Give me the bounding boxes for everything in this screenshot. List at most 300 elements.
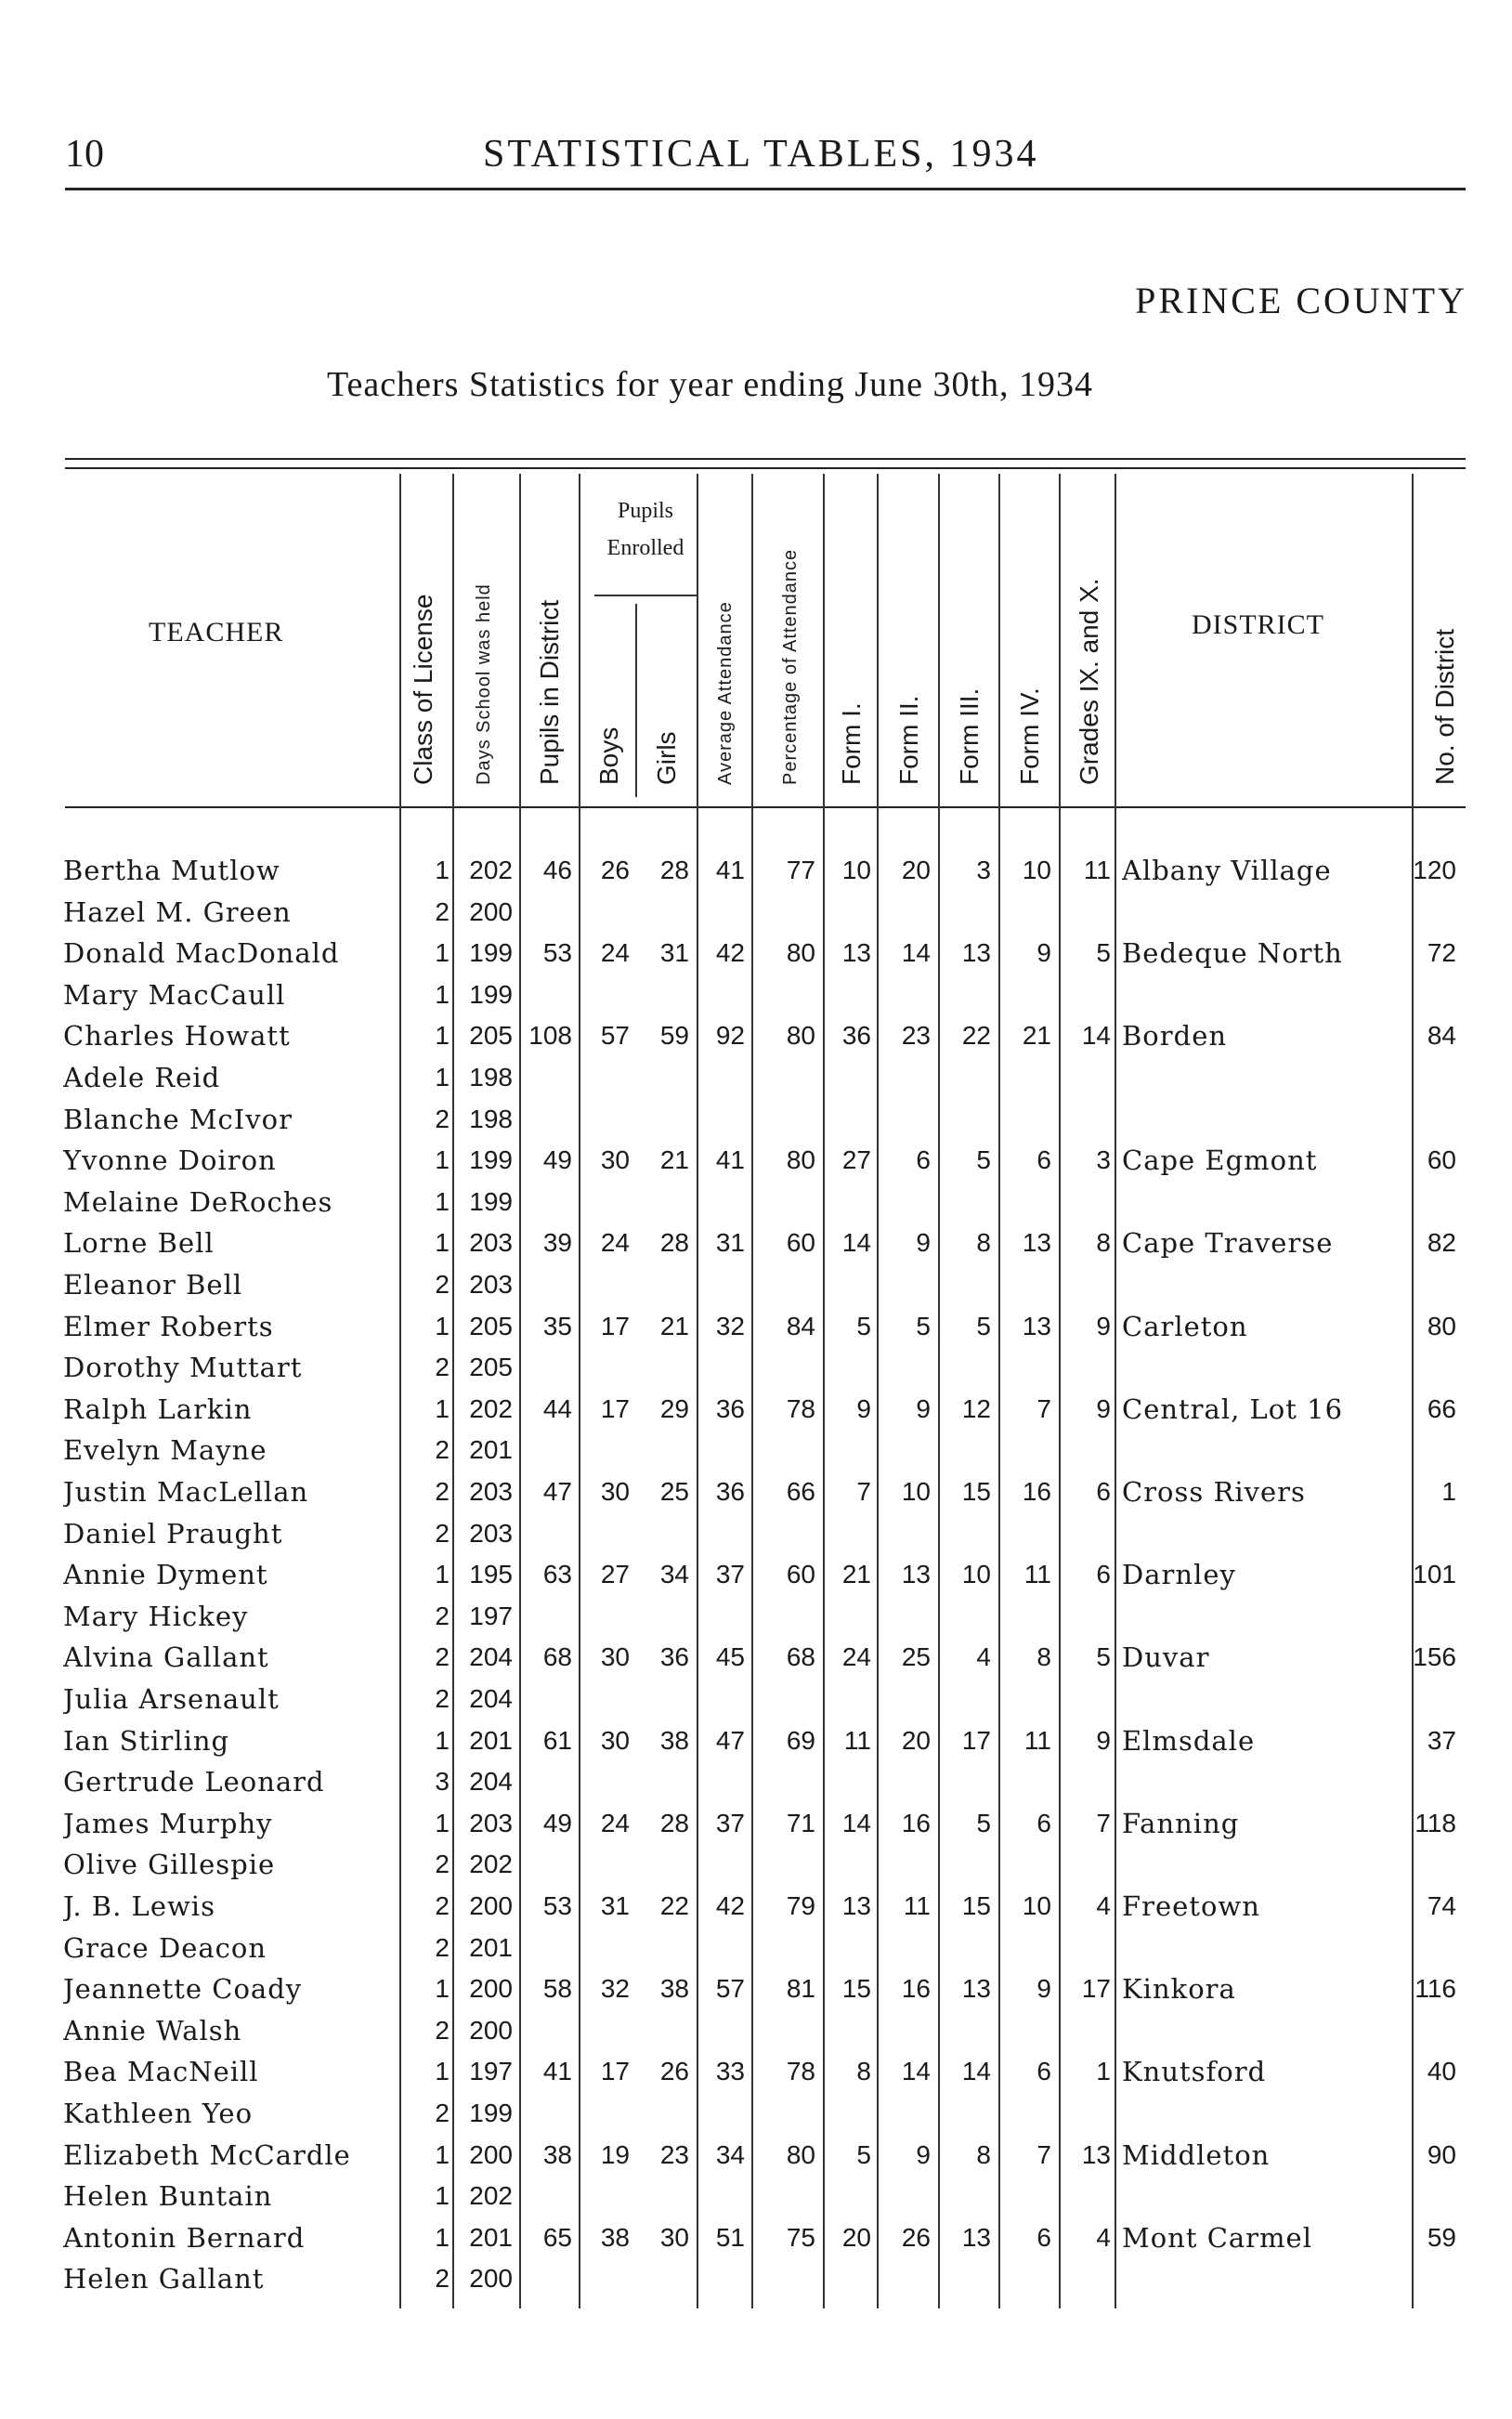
cell-days: 199 — [469, 1186, 513, 1216]
cell-avg: 37 — [715, 1560, 745, 1589]
cell-gr: 8 — [1096, 1228, 1111, 1258]
cell-avg: 32 — [715, 1311, 745, 1340]
cell-gr: 9 — [1096, 1725, 1111, 1755]
cell-gr: 6 — [1096, 1477, 1111, 1506]
cell-lic: 2 — [435, 896, 450, 926]
cell-f2: 9 — [916, 1228, 931, 1258]
cell-girls: 21 — [659, 1145, 689, 1175]
cell-f3: 5 — [976, 1145, 991, 1175]
cell-pupils: 44 — [542, 1393, 572, 1423]
cell-f3: 3 — [976, 856, 991, 884]
cell-f3: 15 — [961, 1891, 991, 1920]
cell-f1: 11 — [843, 1725, 871, 1755]
cell-pupils: 63 — [542, 1560, 572, 1589]
cell-boys: 24 — [600, 938, 630, 968]
teacher-name: Melaine DeRoches — [63, 1185, 333, 1218]
cell-lic: 2 — [435, 2015, 450, 2045]
cell-f4: 13 — [1022, 1228, 1051, 1258]
cell-days: 201 — [469, 1725, 513, 1755]
cell-f1: 24 — [841, 1642, 871, 1672]
teacher-name: Olive Gillespie — [63, 1849, 276, 1881]
cell-f2: 16 — [901, 1974, 931, 2004]
teacher-name: Daniel Praught — [63, 1517, 283, 1549]
table-top-rule-inner — [65, 467, 1466, 469]
cell-days: 200 — [469, 896, 513, 926]
cell-pupils: 65 — [542, 2222, 572, 2252]
teacher-name: Donald MacDonald — [63, 937, 340, 970]
cell-pupils: 49 — [542, 1808, 572, 1837]
cell-f2: 10 — [901, 1477, 931, 1506]
cell-pupils: 35 — [542, 1311, 572, 1340]
page-number: 10 — [65, 133, 104, 176]
cell-pct: 75 — [786, 2222, 815, 2252]
table-row — [0, 1140, 1512, 1182]
cell-f1: 7 — [856, 1477, 871, 1506]
header-form1: Form I. — [837, 702, 866, 785]
cell-pct: 80 — [786, 2139, 815, 2169]
cell-pct: 68 — [786, 1642, 815, 1672]
district-number: 80 — [1427, 1311, 1456, 1340]
cell-girls: 29 — [659, 1393, 689, 1423]
cell-pct: 80 — [786, 1145, 815, 1175]
cell-boys: 24 — [600, 1808, 630, 1837]
district-number: 90 — [1427, 2139, 1456, 2169]
table-row — [0, 1513, 1512, 1555]
district-name: Cross Rivers — [1122, 1476, 1306, 1508]
cell-days: 203 — [469, 1477, 513, 1506]
cell-f1: 36 — [841, 1021, 871, 1051]
table-row — [0, 1803, 1512, 1845]
cell-lic: 1 — [435, 1808, 450, 1837]
cell-avg: 34 — [715, 2139, 745, 2169]
table-caption: Teachers Statistics for year ending June 30th, 1934 — [327, 365, 1094, 404]
cell-lic: 1 — [435, 2057, 450, 2086]
district-number: 37 — [1427, 1725, 1456, 1755]
table-row — [0, 1928, 1512, 1969]
cell-f1: 5 — [856, 2139, 871, 2169]
table-row — [0, 933, 1512, 974]
cell-f4: 6 — [1036, 2057, 1051, 2086]
district-number: 1 — [1441, 1477, 1456, 1506]
cell-avg: 36 — [715, 1393, 745, 1423]
teacher-name: J. B. Lewis — [63, 1890, 215, 1922]
teacher-name: Kathleen Yeo — [63, 2098, 254, 2129]
cell-days: 199 — [469, 938, 513, 968]
cell-lic: 1 — [435, 1974, 450, 2004]
district-number: 101 — [1413, 1560, 1456, 1589]
cell-girls: 25 — [659, 1477, 689, 1506]
cell-pct: 79 — [786, 1891, 815, 1920]
cell-f3: 4 — [976, 1642, 991, 1672]
district-name: Middleton — [1122, 2138, 1271, 2171]
table-row — [0, 1844, 1512, 1886]
cell-boys: 30 — [600, 1477, 630, 1506]
district-number: 74 — [1427, 1891, 1456, 1920]
cell-days: 199 — [469, 2099, 513, 2127]
cell-boys: 30 — [600, 1642, 630, 1672]
header-district: DISTRICT — [1192, 609, 1324, 640]
district-number: 156 — [1413, 1642, 1456, 1672]
cell-days: 202 — [469, 856, 513, 884]
cell-f2: 11 — [903, 1891, 931, 1920]
cell-boys: 38 — [600, 2222, 630, 2252]
district-name: Cape Traverse — [1122, 1227, 1334, 1260]
cell-pct: 77 — [786, 856, 815, 884]
cell-lic: 1 — [435, 1145, 450, 1175]
teacher-name: Gertrude Leonard — [63, 1766, 325, 1798]
teacher-name: Mary Hickey — [63, 1600, 249, 1632]
cell-pct: 71 — [786, 1808, 815, 1837]
cell-avg: 51 — [715, 2222, 745, 2252]
cell-gr: 17 — [1081, 1974, 1111, 2004]
district-number: 84 — [1427, 1021, 1456, 1051]
table-row — [0, 1099, 1512, 1141]
cell-f1: 14 — [841, 1228, 871, 1258]
cell-f4: 7 — [1036, 1393, 1051, 1423]
table-row — [0, 850, 1512, 892]
header-teacher: TEACHER — [149, 617, 284, 647]
cell-days: 204 — [469, 1642, 513, 1672]
cell-pupils: 108 — [528, 1021, 572, 1051]
cell-girls: 38 — [659, 1974, 689, 2004]
district-name: Central, Lot 16 — [1122, 1393, 1344, 1425]
header-days-held: Days School was held — [474, 583, 494, 785]
cell-lic: 2 — [435, 1435, 450, 1465]
table-row — [0, 1554, 1512, 1596]
table-top-rule — [65, 458, 1466, 460]
district-name: Fanning — [1122, 1807, 1240, 1839]
cell-gr: 11 — [1083, 856, 1111, 884]
cell-gr: 5 — [1096, 1642, 1111, 1672]
cell-f2: 25 — [901, 1642, 931, 1672]
teacher-name: Annie Dyment — [63, 1559, 268, 1591]
running-title: STATISTICAL TABLES, 1934 — [483, 133, 1039, 176]
table-row — [0, 2093, 1512, 2135]
cell-pupils: 68 — [542, 1642, 572, 1672]
cell-girls: 26 — [659, 2057, 689, 2086]
cell-f1: 20 — [841, 2222, 871, 2252]
teacher-name: Dorothy Muttart — [63, 1352, 303, 1384]
cell-pct: 80 — [786, 938, 815, 968]
cell-lic: 1 — [435, 1186, 450, 1216]
district-name: Mont Carmel — [1122, 2221, 1312, 2254]
cell-gr: 9 — [1096, 1311, 1111, 1340]
teacher-name: Elmer Roberts — [63, 1310, 274, 1342]
cell-lic: 1 — [435, 1560, 450, 1589]
cell-f2: 26 — [901, 2222, 931, 2252]
cell-gr: 7 — [1096, 1808, 1111, 1837]
cell-pct: 60 — [786, 1560, 815, 1589]
cell-girls: 21 — [659, 1311, 689, 1340]
cell-f1: 8 — [856, 2057, 871, 2086]
cell-lic: 1 — [435, 2222, 450, 2252]
cell-lic: 2 — [435, 1270, 450, 1299]
cell-f2: 5 — [916, 1311, 931, 1340]
cell-boys: 32 — [600, 1974, 630, 2004]
cell-avg: 47 — [715, 1725, 745, 1755]
table-row — [0, 1015, 1512, 1057]
cell-lic: 1 — [435, 1393, 450, 1423]
cell-girls: 31 — [659, 938, 689, 968]
cell-boys: 17 — [600, 2057, 630, 2086]
cell-avg: 31 — [715, 1228, 745, 1258]
cell-lic: 2 — [435, 1850, 450, 1879]
cell-lic: 1 — [435, 938, 450, 968]
cell-lic: 1 — [435, 1063, 450, 1092]
cell-f3: 8 — [976, 2139, 991, 2169]
header-form3: Form III. — [955, 687, 984, 785]
cell-pupils: 49 — [542, 1145, 572, 1175]
header-pupils-in-district: Pupils in District — [535, 599, 564, 785]
cell-days: 203 — [469, 1808, 513, 1837]
table-row — [0, 2051, 1512, 2093]
cell-pupils: 58 — [542, 1974, 572, 2004]
teacher-name: Helen Gallant — [63, 2263, 265, 2295]
cell-f3: 5 — [976, 1808, 991, 1837]
cell-girls: 59 — [659, 1021, 689, 1051]
cell-f4: 11 — [1023, 1725, 1051, 1755]
cell-f2: 16 — [901, 1808, 931, 1837]
table-row — [0, 1596, 1512, 1638]
page-header — [65, 132, 1458, 178]
cell-pct: 66 — [786, 1477, 815, 1506]
cell-f4: 10 — [1022, 856, 1051, 884]
district-name: Elmsdale — [1122, 1724, 1256, 1757]
cell-days: 203 — [469, 1270, 513, 1299]
cell-girls: 38 — [659, 1725, 689, 1755]
cell-days: 202 — [469, 1393, 513, 1423]
cell-pupils: 39 — [542, 1228, 572, 1258]
cell-f4: 6 — [1036, 1145, 1051, 1175]
cell-f2: 14 — [901, 2057, 931, 2086]
cell-gr: 9 — [1096, 1393, 1111, 1423]
header-rule — [65, 188, 1466, 190]
cell-avg: 36 — [715, 1477, 745, 1506]
cell-lic: 1 — [435, 856, 450, 884]
table-row — [0, 892, 1512, 934]
cell-f1: 14 — [841, 1808, 871, 1837]
cell-pupils: 61 — [542, 1725, 572, 1755]
teacher-name: Justin MacLellan — [63, 1476, 309, 1508]
cell-gr: 6 — [1096, 1560, 1111, 1589]
district-name: Kinkora — [1122, 1973, 1236, 2006]
table-row — [0, 1223, 1512, 1264]
teacher-name: Elizabeth McCardle — [63, 2138, 351, 2171]
cell-f4: 16 — [1022, 1477, 1051, 1506]
cell-lic: 2 — [435, 1684, 450, 1713]
cell-days: 205 — [469, 1353, 513, 1382]
cell-avg: 42 — [715, 938, 745, 968]
cell-f2: 6 — [916, 1145, 931, 1175]
cell-f3: 22 — [961, 1021, 991, 1051]
cell-lic: 2 — [435, 1932, 450, 1962]
cell-lic: 1 — [435, 1311, 450, 1340]
cell-days: 200 — [469, 2015, 513, 2045]
cell-f3: 5 — [976, 1311, 991, 1340]
cell-lic: 3 — [435, 1767, 450, 1797]
cell-girls: 34 — [659, 1560, 689, 1589]
cell-days: 200 — [469, 1974, 513, 2004]
cell-lic: 2 — [435, 1353, 450, 1382]
teacher-name: James Murphy — [63, 1807, 273, 1839]
teacher-name: Julia Arsenault — [63, 1683, 280, 1715]
cell-gr: 4 — [1096, 2222, 1111, 2252]
cell-gr: 1 — [1096, 2057, 1111, 2086]
cell-f4: 9 — [1036, 1974, 1051, 2004]
cell-avg: 45 — [715, 1642, 745, 1672]
cell-days: 200 — [469, 2139, 513, 2169]
cell-days: 205 — [469, 1311, 513, 1340]
district-number: 82 — [1427, 1228, 1456, 1258]
table-row — [0, 1471, 1512, 1513]
cell-f3: 13 — [961, 938, 991, 968]
cell-f1: 21 — [841, 1560, 871, 1589]
cell-days: 197 — [469, 1601, 513, 1630]
cell-f4: 11 — [1023, 1560, 1051, 1589]
district-name: Albany Village — [1122, 855, 1332, 886]
table-row — [0, 1264, 1512, 1306]
teacher-name: Ralph Larkin — [63, 1393, 253, 1425]
table-row — [0, 1182, 1512, 1223]
cell-pupils: 53 — [542, 938, 572, 968]
cell-days: 200 — [469, 2264, 513, 2294]
cell-days: 197 — [469, 2057, 513, 2086]
cell-gr: 13 — [1081, 2139, 1111, 2169]
cell-pupils: 53 — [542, 1891, 572, 1920]
district-number: 60 — [1427, 1145, 1456, 1175]
cell-boys: 30 — [600, 1725, 630, 1755]
teacher-name: Bertha Mutlow — [63, 855, 280, 886]
table-row — [0, 2258, 1512, 2300]
cell-pupils: 41 — [542, 2057, 572, 2086]
cell-f1: 10 — [841, 856, 871, 884]
cell-f1: 15 — [841, 1974, 871, 2004]
cell-days: 202 — [469, 2181, 513, 2211]
teacher-name: Eleanor Bell — [63, 1269, 243, 1301]
cell-days: 201 — [469, 1435, 513, 1465]
cell-lic: 1 — [435, 1228, 450, 1258]
district-name: Bedeque North — [1122, 937, 1343, 970]
cell-boys: 31 — [600, 1891, 630, 1920]
table-row — [0, 1306, 1512, 1348]
header-percentage-attendance: Percentage of Attendance — [780, 548, 801, 785]
district-name: Darnley — [1122, 1559, 1236, 1591]
district-name: Cape Egmont — [1122, 1144, 1318, 1177]
teacher-name: Lorne Bell — [63, 1227, 215, 1260]
teacher-name: Blanche McIvor — [63, 1103, 293, 1135]
cell-f2: 23 — [901, 1021, 931, 1051]
cell-pct: 78 — [786, 1393, 815, 1423]
cell-pupils: 47 — [542, 1477, 572, 1506]
cell-f4: 6 — [1036, 2222, 1051, 2252]
district-name: Borden — [1122, 1020, 1228, 1053]
cell-f1: 9 — [856, 1393, 871, 1423]
header-form4: Form IV. — [1015, 687, 1044, 785]
table-row — [0, 974, 1512, 1016]
header-average-attendance: Average Attendance — [715, 601, 736, 785]
pupils-enrolled-rule — [594, 595, 697, 596]
cell-avg: 33 — [715, 2057, 745, 2086]
cell-f2: 13 — [901, 1560, 931, 1589]
cell-f3: 14 — [961, 2057, 991, 2086]
teacher-name: Yvonne Doiron — [63, 1144, 277, 1177]
table-row — [0, 2176, 1512, 2217]
teacher-name: Hazel M. Green — [63, 896, 292, 928]
table-row — [0, 1057, 1512, 1099]
teacher-name: Grace Deacon — [63, 1931, 267, 1964]
teacher-name: Ian Stirling — [63, 1724, 230, 1757]
cell-pct: 84 — [786, 1311, 815, 1340]
cell-girls: 28 — [659, 856, 689, 884]
cell-f1: 13 — [841, 1891, 871, 1920]
cell-f2: 20 — [901, 1725, 931, 1755]
district-name: Duvar — [1122, 1641, 1210, 1674]
cell-lic: 2 — [435, 1601, 450, 1630]
cell-f4: 9 — [1036, 938, 1051, 968]
teacher-name: Bea MacNeill — [63, 2056, 259, 2088]
cell-days: 203 — [469, 1228, 513, 1258]
header-boys: Boys — [594, 726, 623, 785]
cell-girls: 22 — [659, 1891, 689, 1920]
teacher-name: Helen Buntain — [63, 2180, 273, 2213]
cell-f4: 6 — [1036, 1808, 1051, 1837]
cell-pupils: 46 — [542, 856, 572, 884]
cell-days: 202 — [469, 1850, 513, 1879]
cell-pct: 60 — [786, 1228, 815, 1258]
cell-boys: 26 — [600, 856, 630, 884]
cell-f3: 17 — [961, 1725, 991, 1755]
table-row — [0, 2217, 1512, 2259]
cell-lic: 1 — [435, 979, 450, 1009]
cell-avg: 57 — [715, 1974, 745, 2004]
teacher-name: Annie Walsh — [63, 2014, 242, 2046]
cell-pupils: 38 — [542, 2139, 572, 2169]
cell-lic: 1 — [435, 1725, 450, 1755]
table-row — [0, 1720, 1512, 1762]
cell-girls: 28 — [659, 1808, 689, 1837]
column-divider — [635, 604, 637, 797]
teacher-name: Alvina Gallant — [63, 1641, 269, 1674]
cell-f2: 9 — [916, 2139, 931, 2169]
cell-lic: 2 — [435, 1104, 450, 1133]
county-title: PRINCE COUNTY — [1135, 280, 1467, 321]
cell-days: 200 — [469, 1891, 513, 1920]
cell-lic: 2 — [435, 1477, 450, 1506]
cell-gr: 3 — [1096, 1145, 1111, 1175]
cell-lic: 1 — [435, 2181, 450, 2211]
cell-avg: 37 — [715, 1808, 745, 1837]
cell-f4: 8 — [1036, 1642, 1051, 1672]
header-pupils-enrolled: Pupils Enrolled — [606, 499, 684, 560]
district-number: 116 — [1414, 1974, 1456, 2004]
cell-f4: 21 — [1022, 1021, 1051, 1051]
cell-f4: 13 — [1022, 1311, 1051, 1340]
cell-f2: 20 — [901, 856, 931, 884]
cell-f3: 8 — [976, 1228, 991, 1258]
table-row — [0, 1968, 1512, 2010]
cell-f3: 13 — [961, 1974, 991, 2004]
cell-days: 195 — [469, 1560, 513, 1589]
cell-lic: 2 — [435, 1642, 450, 1672]
cell-lic: 2 — [435, 2099, 450, 2127]
cell-avg: 41 — [715, 856, 745, 884]
table-row — [0, 1761, 1512, 1803]
cell-f1: 13 — [841, 938, 871, 968]
table-row — [0, 2010, 1512, 2052]
cell-lic: 1 — [435, 1021, 450, 1051]
district-number: 40 — [1427, 2057, 1456, 2086]
district-number: 120 — [1413, 856, 1456, 884]
